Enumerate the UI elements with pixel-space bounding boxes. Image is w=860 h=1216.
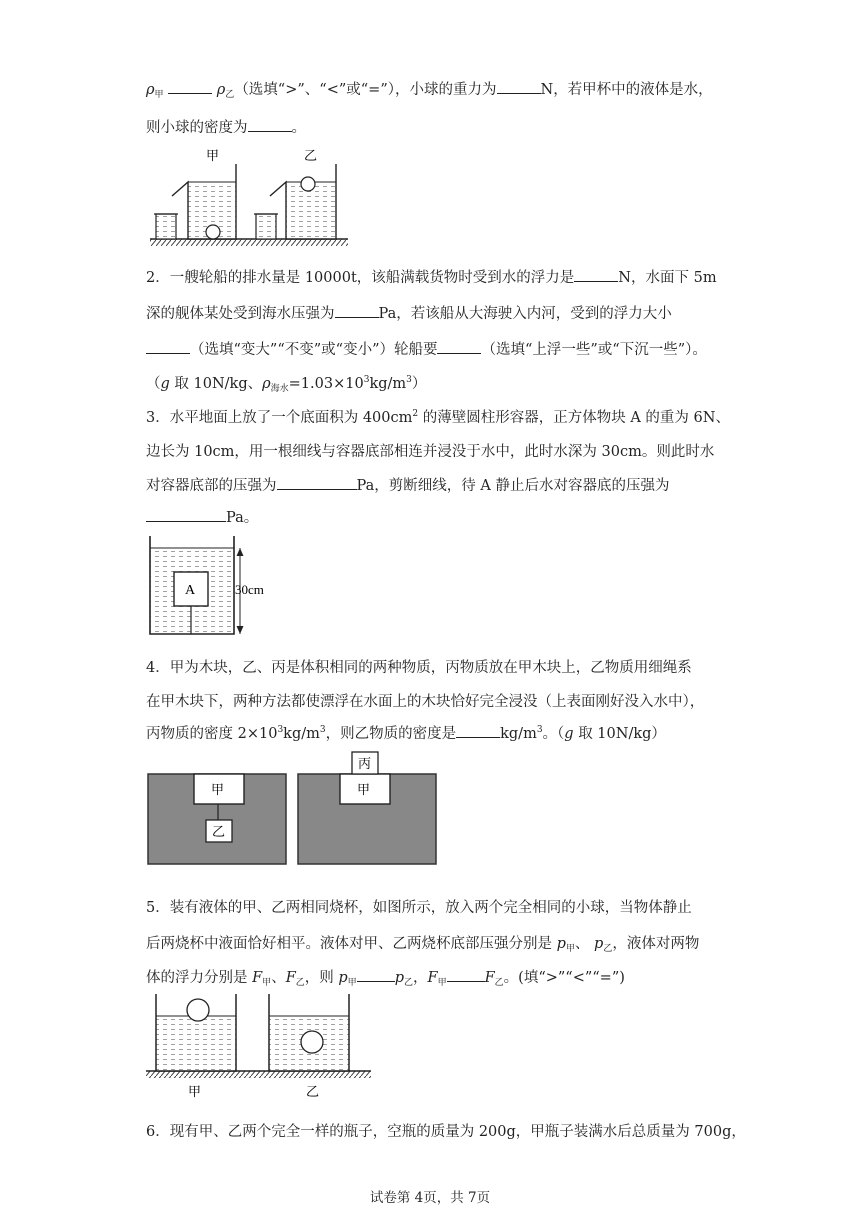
- page-footer: 试卷第 4页，共 7页: [369, 1190, 491, 1206]
- q4-figure: [146, 750, 446, 868]
- label-jia: 甲: [206, 148, 220, 163]
- beaker-yi-label: 乙: [306, 1084, 320, 1099]
- q4-line-2: 在甲木块下，两种方法都使漂浮在水面上的木块恰好完全浸没（上表面刚好没入水中），: [146, 694, 705, 710]
- answer-blank[interactable]: [447, 967, 485, 982]
- q4-line-3: 丙物质的密度 $2\times 10^3kg/m^3$，则乙物质的密度是 $kg/m^3$。（g 取 10N/kg）: [146, 725, 666, 742]
- q1-line-1: $\rho_甲$ $\rho_乙$（选填“>”、“<”或“=”），小球的重力为 N，若甲杯中的液体是水，: [146, 78, 713, 100]
- q3-line-3: 对容器底部的压强为 Pa，剪断细线，待 A 静止后水对容器底的压强为: [146, 474, 669, 495]
- left-jia-label: 甲: [211, 782, 225, 797]
- depth-label: 30cm: [235, 582, 264, 597]
- answer-blank[interactable]: [574, 267, 618, 282]
- q3-line-2: 边长为 10cm，用一根细线与容器底部相连并浸没于水中，此时水深为 30cm。则此时水: [146, 444, 715, 460]
- q5-line-3: 体的浮力分别是 $F_甲$、$F_乙$，则 $p_甲$ $p_乙$，$F_甲$ $F_乙$。(填“>”“<”“=”): [146, 966, 625, 988]
- answer-blank[interactable]: [497, 79, 541, 94]
- q3-line-1: 3．水平地面上放了一个底面积为 $400cm^2$ 的薄壁圆柱形容器，正方体物块 A 的重为 6N、: [146, 409, 730, 426]
- yi-label: 乙: [212, 824, 226, 839]
- answer-blank[interactable]: [277, 475, 357, 490]
- q5-figure: [146, 992, 374, 1102]
- answer-blank[interactable]: [146, 339, 190, 354]
- q6-line-1: 6．现有甲、乙两个完全一样的瓶子，空瓶的质量为 200g，甲瓶子装满水后总质量为 700g，: [146, 1124, 746, 1140]
- q1-line-2: 则小球的密度为 。: [146, 116, 306, 137]
- bing-label: 丙: [358, 756, 372, 771]
- q2-line-1: 2．一艘轮船的排水量是 10000t，该船满载货物时受到水的浮力是 N，水面下 5m: [146, 266, 717, 287]
- q4-line-1: 4．甲为木块，乙、丙是体积相同的两种物质，丙物质放在甲木块上，乙物质用细绳系: [146, 660, 692, 676]
- q2-line-4: （g 取 10N/kg、$\rho_{海水}=1.03\times 10^3kg/m^3$）: [146, 375, 427, 394]
- q2-line-3: （选填“变大”“不变”或“变小”）轮船要 （选填“上浮一些”或“下沉一些”）。: [146, 338, 707, 359]
- answer-blank[interactable]: [437, 339, 481, 354]
- q1-figure: [146, 144, 356, 250]
- q2-line-2: 深的舰体某处受到海水压强为 Pa，若该船从大海驶入内河，受到的浮力大小: [146, 302, 672, 323]
- right-jia-label: 甲: [357, 782, 371, 797]
- answer-blank[interactable]: [168, 79, 212, 94]
- answer-blank[interactable]: [146, 507, 226, 522]
- block-a-label: A: [185, 583, 196, 598]
- q3-figure: [146, 534, 286, 638]
- q5-line-2: 后两烧杯中液面恰好相平。液体对甲、乙两烧杯底部压强分别是 $p_甲$、 $p_乙$，液体对两物: [146, 936, 700, 954]
- answer-blank[interactable]: [335, 303, 379, 318]
- answer-blank[interactable]: [357, 967, 395, 982]
- q3-line-4: Pa。: [146, 506, 258, 527]
- label-yi: 乙: [304, 148, 318, 163]
- beaker-jia-label: 甲: [188, 1084, 202, 1099]
- answer-blank[interactable]: [456, 723, 500, 738]
- answer-blank[interactable]: [248, 117, 292, 132]
- q5-line-1: 5．装有液体的甲、乙两相同烧杯，如图所示，放入两个完全相同的小球，当物体静止: [146, 900, 692, 916]
